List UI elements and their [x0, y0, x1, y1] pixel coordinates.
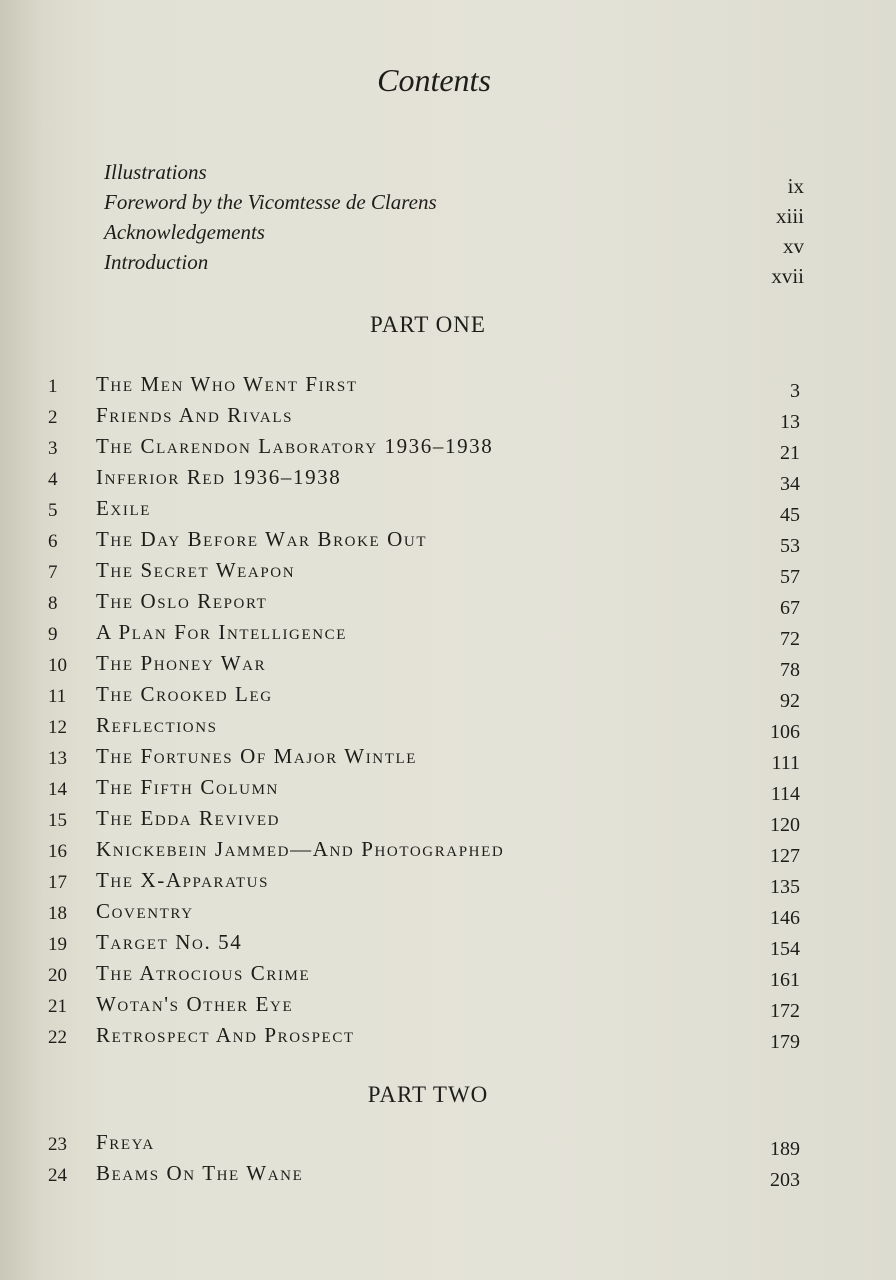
chapter-number: 20 — [48, 965, 67, 986]
chapter-page: 3 — [790, 380, 800, 402]
chapter-number: 12 — [48, 717, 67, 738]
part-two-heading: PART TWO — [367, 1082, 489, 1107]
chapter-title: Target No. 54 — [96, 930, 243, 954]
chapter-entry — [48, 620, 800, 651]
front-matter-page: xiii — [775, 204, 804, 228]
chapter-title: The Fortunes Of Major Wintle — [96, 744, 418, 768]
front-matter-item — [104, 190, 804, 228]
front-matter-label: Introduction — [104, 250, 209, 274]
chapter-page: 57 — [780, 566, 800, 588]
front-matter-label: Foreword by the Vicomtesse de Clarens — [104, 190, 437, 214]
chapter-number: 1 — [48, 376, 58, 397]
chapter-number: 11 — [48, 686, 67, 707]
chapter-number: 10 — [48, 655, 67, 676]
chapter-entry — [48, 496, 800, 527]
chapter-number: 21 — [48, 996, 67, 1017]
chapter-entry — [48, 713, 800, 744]
chapter-title: The Men Who Went First — [96, 372, 358, 396]
chapter-page: 127 — [770, 845, 800, 867]
chapter-entry — [48, 558, 800, 589]
chapter-page: 106 — [770, 721, 800, 743]
chapter-page: 92 — [780, 690, 800, 712]
chapter-entry — [48, 992, 800, 1023]
chapter-number: 5 — [48, 500, 58, 521]
front-matter-page: xv — [783, 234, 804, 258]
chapter-page: 203 — [770, 1169, 800, 1191]
chapter-entry — [48, 961, 800, 992]
chapter-title: Beams On The Wane — [96, 1161, 304, 1185]
chapter-page: 72 — [780, 628, 800, 650]
chapter-page: 78 — [780, 659, 800, 681]
chapter-title: The X-Apparatus — [96, 868, 270, 892]
chapter-page: 34 — [780, 473, 800, 495]
chapter-page: 13 — [780, 411, 800, 433]
chapter-entry — [48, 465, 800, 496]
chapter-entry — [48, 589, 800, 620]
chapter-entry — [48, 527, 800, 558]
page-title: Contents — [377, 62, 491, 98]
chapter-title: Exile — [96, 496, 151, 520]
chapter-title: The Atrocious Crime — [96, 961, 311, 985]
chapter-title: The Secret Weapon — [96, 558, 296, 582]
chapter-number: 17 — [48, 872, 67, 893]
chapter-title: Knickebein Jammed—And Photographed — [96, 837, 505, 861]
chapter-page: 114 — [770, 783, 800, 805]
chapter-title: The Crooked Leg — [96, 682, 273, 706]
chapter-title: Wotan's Other Eye — [96, 992, 294, 1016]
chapter-number: 2 — [48, 407, 58, 428]
front-matter-page: ix — [787, 174, 804, 198]
chapter-number: 23 — [48, 1134, 67, 1155]
chapter-entry — [48, 899, 800, 930]
chapter-page: 154 — [770, 938, 800, 960]
chapter-entry — [48, 1130, 800, 1161]
chapter-title: Freya — [96, 1130, 155, 1154]
chapter-title: The Fifth Column — [96, 775, 279, 799]
chapter-title: The Phoney War — [96, 651, 267, 675]
chapter-entry — [48, 1023, 800, 1054]
part-one-chapter-list — [48, 372, 800, 1054]
chapter-number: 6 — [48, 531, 58, 552]
chapter-entry — [48, 930, 800, 961]
chapter-title: Retrospect And Prospect — [96, 1023, 355, 1047]
front-matter-item — [104, 220, 804, 258]
chapter-title: The Oslo Report — [96, 589, 268, 613]
chapter-number: 18 — [48, 903, 67, 924]
chapter-page: 189 — [770, 1138, 800, 1160]
chapter-page: 21 — [780, 442, 800, 464]
front-matter-item — [104, 250, 804, 288]
chapter-title: Friends And Rivals — [96, 403, 294, 427]
chapter-number: 22 — [48, 1027, 67, 1048]
chapter-page: 45 — [780, 504, 800, 526]
chapter-entry — [48, 372, 800, 403]
front-matter-label: Illustrations — [104, 160, 207, 184]
chapter-title: The Edda Revived — [96, 806, 281, 830]
chapter-page: 120 — [770, 814, 800, 836]
chapter-number: 4 — [48, 469, 58, 490]
chapter-page: 67 — [780, 597, 800, 619]
chapter-entry — [48, 434, 800, 465]
front-matter-page: xvii — [771, 264, 804, 288]
chapter-number: 16 — [48, 841, 67, 862]
chapter-entry — [48, 682, 800, 713]
chapter-entry — [48, 837, 800, 868]
chapter-entry — [48, 744, 800, 775]
chapter-title: Inferior Red 1936–1938 — [96, 465, 342, 489]
chapter-number: 9 — [48, 624, 58, 645]
chapter-number: 24 — [48, 1165, 67, 1186]
chapter-title: Reflections — [96, 713, 218, 737]
chapter-page: 111 — [771, 752, 800, 774]
front-matter-label: Acknowledgements — [104, 220, 265, 244]
part-one-heading: PART ONE — [370, 312, 486, 337]
chapter-entry — [48, 1161, 800, 1192]
chapter-page: 53 — [780, 535, 800, 557]
front-matter-list — [104, 160, 804, 288]
chapter-title: The Clarendon Laboratory 1936–1938 — [96, 434, 494, 458]
chapter-page: 179 — [770, 1031, 800, 1053]
chapter-page: 146 — [770, 907, 800, 929]
chapter-entry — [48, 403, 800, 434]
chapter-entry — [48, 806, 800, 837]
chapter-title: Coventry — [96, 899, 194, 923]
chapter-number: 3 — [48, 438, 58, 459]
chapter-page: 161 — [770, 969, 800, 991]
chapter-number: 15 — [48, 810, 67, 831]
chapter-number: 7 — [48, 562, 58, 583]
chapter-number: 8 — [48, 593, 58, 614]
chapter-page: 135 — [770, 876, 800, 898]
chapter-entry — [48, 775, 800, 806]
chapter-title: A Plan For Intelligence — [96, 620, 348, 644]
front-matter-item — [104, 160, 804, 198]
chapter-number: 13 — [48, 748, 67, 769]
chapter-entry — [48, 868, 800, 899]
part-two-chapter-list — [48, 1130, 800, 1192]
chapter-number: 19 — [48, 934, 67, 955]
chapter-entry — [48, 651, 800, 682]
chapter-page: 172 — [770, 1000, 800, 1022]
chapter-title: The Day Before War Broke Out — [96, 527, 428, 551]
chapter-number: 14 — [48, 779, 67, 800]
